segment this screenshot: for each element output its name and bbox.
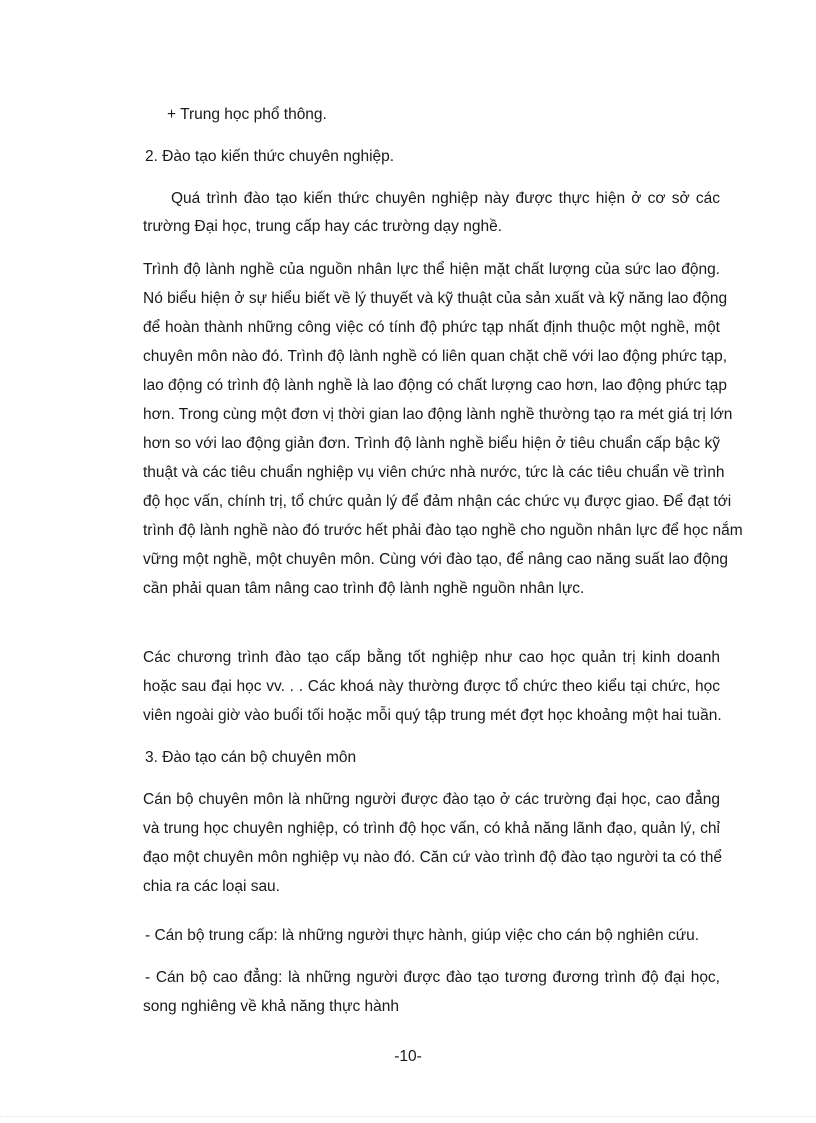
- paragraph-line: viên ngoài giờ vào buổi tối hoặc mỗi quý tập trung mét đợt học khoảng một hai tuần.: [143, 707, 722, 724]
- paragraph-line: hoặc sau đại học vv. . . Các khoá này thường được tổ chức theo kiểu tại chức, học: [143, 678, 720, 695]
- paragraph-line: Cán bộ chuyên môn là những người được đào tạo ở các trường đại học, cao đẳng: [143, 791, 720, 808]
- paragraph-line: cần phải quan tâm nâng cao trình độ lành nghề nguồn nhân lực.: [143, 580, 585, 597]
- paragraph-line: Quá trình đào tạo kiến thức chuyên nghiệp này được thực hiện ở cơ sở các: [171, 190, 720, 207]
- page-bottom-divider: [0, 1116, 816, 1117]
- paragraph-line: vững một nghề, một chuyên môn. Cùng với đào tạo, để nâng cao năng suất lao động: [143, 551, 728, 568]
- paragraph-line: Nó biểu hiện ở sự hiểu biết về lý thuyết và kỹ thuật của sản xuất và kỹ năng lao động: [143, 290, 728, 307]
- list-item-intermediate: - Cán bộ trung cấp: là những người thực hành, giúp việc cho cán bộ nghiên cứu.: [145, 927, 700, 944]
- heading-professional-knowledge: 2. Đào tạo kiến thức chuyên nghiệp.: [145, 148, 395, 165]
- paragraph-line: lao động có trình độ lành nghề là lao động có chất lượng cao hơn, lao động phức tạp: [143, 377, 727, 394]
- paragraph-line: để hoàn thành những công việc có tính độ phức tạp nhất định thuộc một nghề, một: [143, 319, 720, 336]
- paragraph-line: trình độ lành nghề nào đó trước hết phải đào tạo nghề cho nguồn nhân lực để học nắm: [143, 522, 743, 539]
- heading-specialist-training: 3. Đào tạo cán bộ chuyên môn: [145, 749, 357, 766]
- list-item-college: - Cán bộ cao đẳng: là những người được đào tạo tương đương trình độ đại học,: [145, 969, 720, 986]
- paragraph-line: chuyên môn nào đó. Trình độ lành nghề có liên quan chặt chẽ với lao động phức tạp,: [143, 348, 728, 365]
- paragraph-line: Trình độ lành nghề của nguồn nhân lực thể hiện mặt chất lượng của sức lao động.: [143, 261, 720, 278]
- paragraph-line: Các chương trình đào tạo cấp bằng tốt nghiệp như cao học quản trị kinh doanh: [143, 649, 720, 666]
- page-number: -10-: [394, 1048, 422, 1065]
- paragraph-line: thuật và các tiêu chuẩn nghiệp vụ viên chức nhà nước, tức là các tiêu chuẩn về trình: [143, 464, 725, 481]
- paragraph-line: trường Đại học, trung cấp hay các trường dạy nghề.: [143, 218, 503, 235]
- paragraph-line: và trung học chuyên nghiệp, có trình độ học vấn, có khả năng lãnh đạo, quản lý, chỉ: [143, 820, 720, 837]
- paragraph-line: hơn so với lao động giản đơn. Trình độ lành nghề biểu hiện ở tiêu chuẩn cấp bậc kỹ: [143, 435, 720, 452]
- bullet-upper-secondary: + Trung học phổ thông.: [167, 106, 327, 123]
- paragraph-line: độ học vấn, chính trị, tổ chức quản lý để đảm nhận các chức vụ được giao. Để đạt tới: [143, 493, 732, 510]
- paragraph-line: đạo một chuyên môn nghiệp vụ nào đó. Căn cứ vào trình độ đào tạo người ta có thể: [143, 849, 722, 866]
- paragraph-line: chia ra các loại sau.: [143, 878, 280, 895]
- paragraph-line: hơn. Trong cùng một đơn vị thời gian lao động lành nghề thường tạo ra mét giá trị lớn: [143, 406, 733, 423]
- paragraph-line: song nghiêng về khả năng thực hành: [143, 998, 399, 1015]
